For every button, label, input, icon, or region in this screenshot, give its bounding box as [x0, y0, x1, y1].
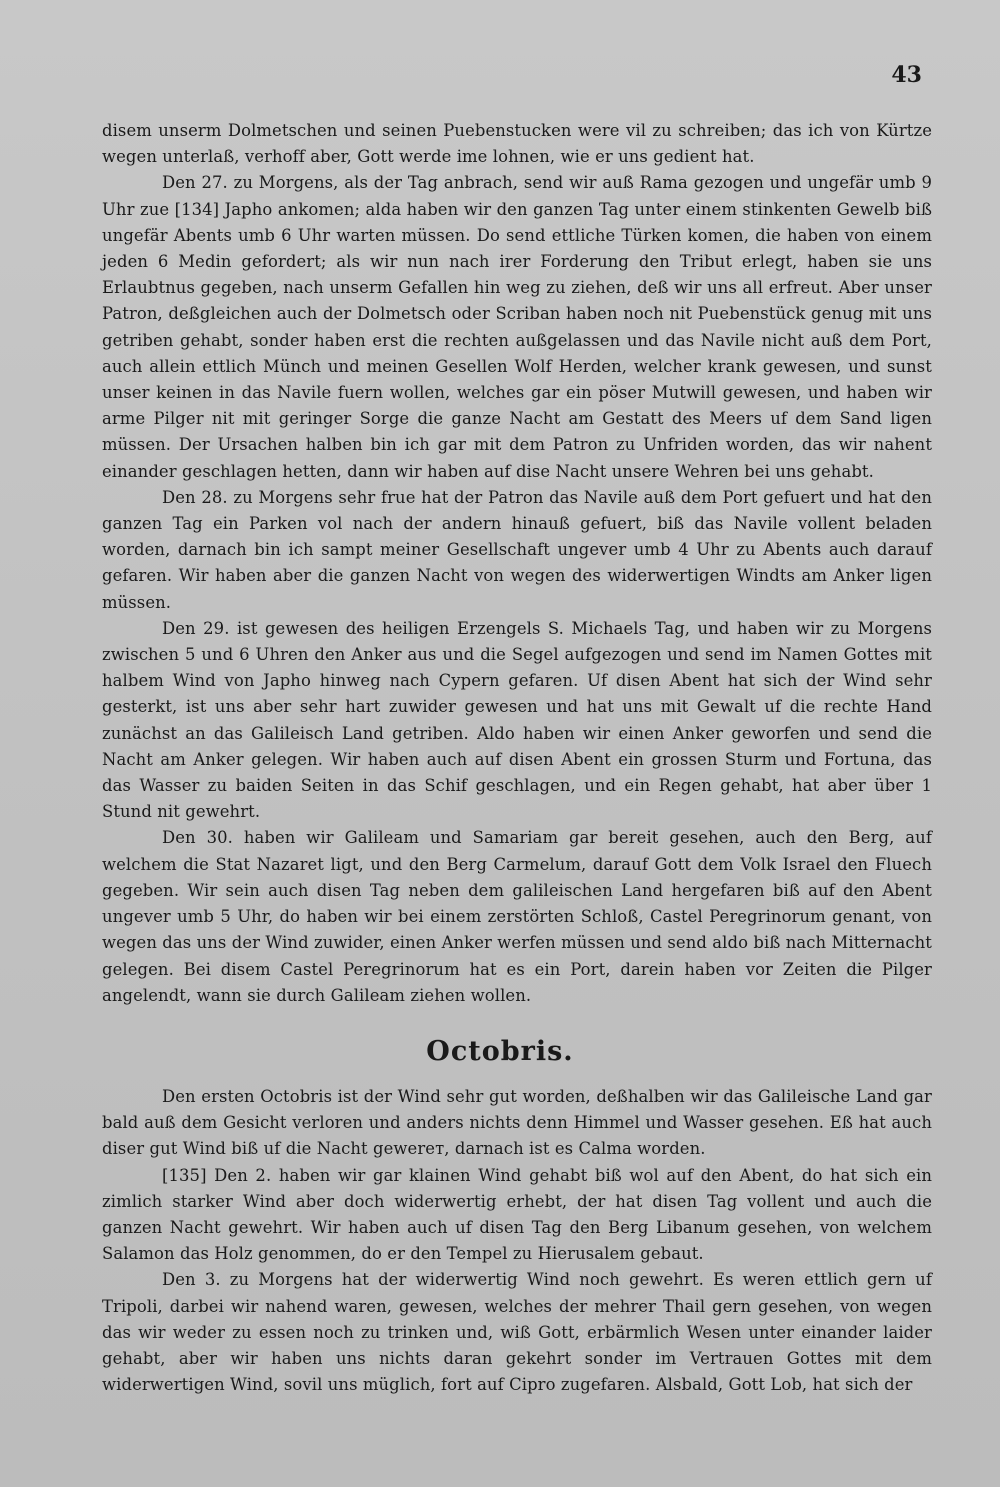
paragraph: Den 28. zu Morgens sehr frue hat der Patron das Navile auß dem Port gefuert und hat den ganzen Tag ein Parken vol nach der andern hinauß gefuert, biß das Navile vollent beladen worden, darnach bin ich sampt meiner Gesellschaft ungever umb 4 Uhr zu Abents auch darauf gefaren. Wir haben aber die ganzen Nacht von wegen des widerwertigen Windts am Anker ligen müssen.	[102, 487, 932, 612]
text-section-october	[102, 1084, 932, 1398]
paragraph: Den 29. ist gewesen des heiligen Erzengels S. Michaels Tag, und haben wir zu Morgens zwischen 5 und 6 Uhren den Anker aus und die Segel aufgezogen und send im Namen Gottes mit halbem Wind von Japho hinweg nach Cypern gefaren. Uf disen Abent hat sich der Wind sehr gesterkt, ist uns aber sehr hart zuwider gewesen und hat uns mit Gewalt uf die rechte Hand zunächst an das Galileisch Land getriben. Aldo haben wir einen Anker geworfen und send die Nacht am Anker gelegen. Wir haben auch auf disen Abent ein grossen Sturm und Fortuna, das das Wasser zu baiden Seiten in das Schif geschlagen, und ein Regen gehabt, hat aber über 1 Stund nit gewehrt.	[102, 618, 932, 822]
text-section-september	[102, 118, 932, 1009]
paragraph: disem unserm Dolmetschen und seinen Puebenstucken were vil zu schreiben; das ich von Kürtze wegen unterlaß, verhoff aber, Gott werde ime lohnen, wie er uns gedient hat.	[102, 121, 932, 167]
paragraph: Den 27. zu Morgens, als der Tag anbrach, send wir auß Rama gezogen und ungefär umb 9 Uhr zue [134] Japho ankomen; alda haben wir den ganzen Tag unter einem stinkenten Gewelb biß ungefär Abents umb 6 Uhr warten müssen. Do send ettliche Türken komen, die haben von einem jeden 6 Medin gefordert; als wir nun nach irer Forderung den Tribut erlegt, haben sie uns Erlaubtnus gegeben, nach unserm Gefallen hin weg zu ziehen, deß wir uns all erfreut. Aber unser Patron, deßgleichen auch der Dolmetsch oder Scriban haben noch nit Puebenstück genug mit uns getriben gehabt, sonder haben erst die rechten außgelassen und das Navile nicht auß dem Port, auch allein ettlich Münch und meinen Gesellen Wolf Herden, welcher krank gewesen, und sunst unser keinen in das Navile fuern wollen, welches gar ein pöser Mutwill gewesen, und haben wir arme Pilger nit mit geringer Sorge die ganze Nacht am Gestatt des Meers uf dem Sand ligen müssen. Der Ursachen halben bin ich gar mit dem Patron zu Unfriden worden, das wir nahent einander geschlagen hetten, dann wir haben auf dise Nacht unsere Wehren bei uns gehabt.	[102, 173, 932, 481]
paragraph: [135] Den 2. haben wir gar klainen Wind gehabt biß wol auf den Abent, do hat sich ein zimlich starker Wind aber doch widerwertig erhebt, der hat disen Tag vollent und auch die ganzen Nacht gewehrt. Wir haben auch uf disen Tag den Berg Libanum gesehen, von welchem Salamon das Holz genommen, do er den Tempel zu Hierusalem gebaut.	[102, 1165, 932, 1264]
paragraph: Den 30. haben wir Galileam und Samariam gar bereit gesehen, auch den Berg, auf welchem die Stat Nazaret ligt, und den Berg Carmelum, darauf Gott dem Volk Israel den Fluech gegeben. Wir sein auch disen Tag neben dem galileischen Land hergefaren biß auf den Abent ungever umb 5 Uhr, do haben wir bei einem zerstörten Schloß, Castel Peregrinorum genant, von wegen das uns der Wind zuwider, einen Anker werfen müssen und send aldo biß nach Mitternacht gelegen. Bei disem Castel Peregrinorum hat es ein Port, darein haben vor Zeiten die Pilger angelendt, wann sie durch Galileam ziehen wollen.	[102, 828, 932, 1005]
paragraph: Den 3. zu Morgens hat der widerwertig Wind noch gewehrt. Es weren ettlich gern uf Tripoli, darbei wir nahend waren, gewesen, welches der mehrer Thail gern gesehen, von wegen das wir weder zu essen noch zu trinken und, wiß Gott, erbärmlich Wesen unter einander laider gehabt, aber wir haben uns nichts daran gekehrt sonder im Vertrauen Gottes mit dem widerwertigen Wind, sovil uns müglich, fort auf Cipro zugefaren. Alsbald, Gott Lob, hat sich der	[102, 1270, 932, 1395]
section-heading: Octobris.	[426, 1036, 574, 1067]
paragraph: Den ersten Octobris ist der Wind sehr gut worden, deßhalben wir das Galileische Land gar bald auß dem Gesicht verloren und anders nichts denn Himmel und Wasser gesehen. Eß hat auch diser gut Wind biß uf die Nacht gewerет, darnach ist es Calma worden.	[102, 1087, 932, 1159]
page-number: 43	[891, 62, 922, 88]
